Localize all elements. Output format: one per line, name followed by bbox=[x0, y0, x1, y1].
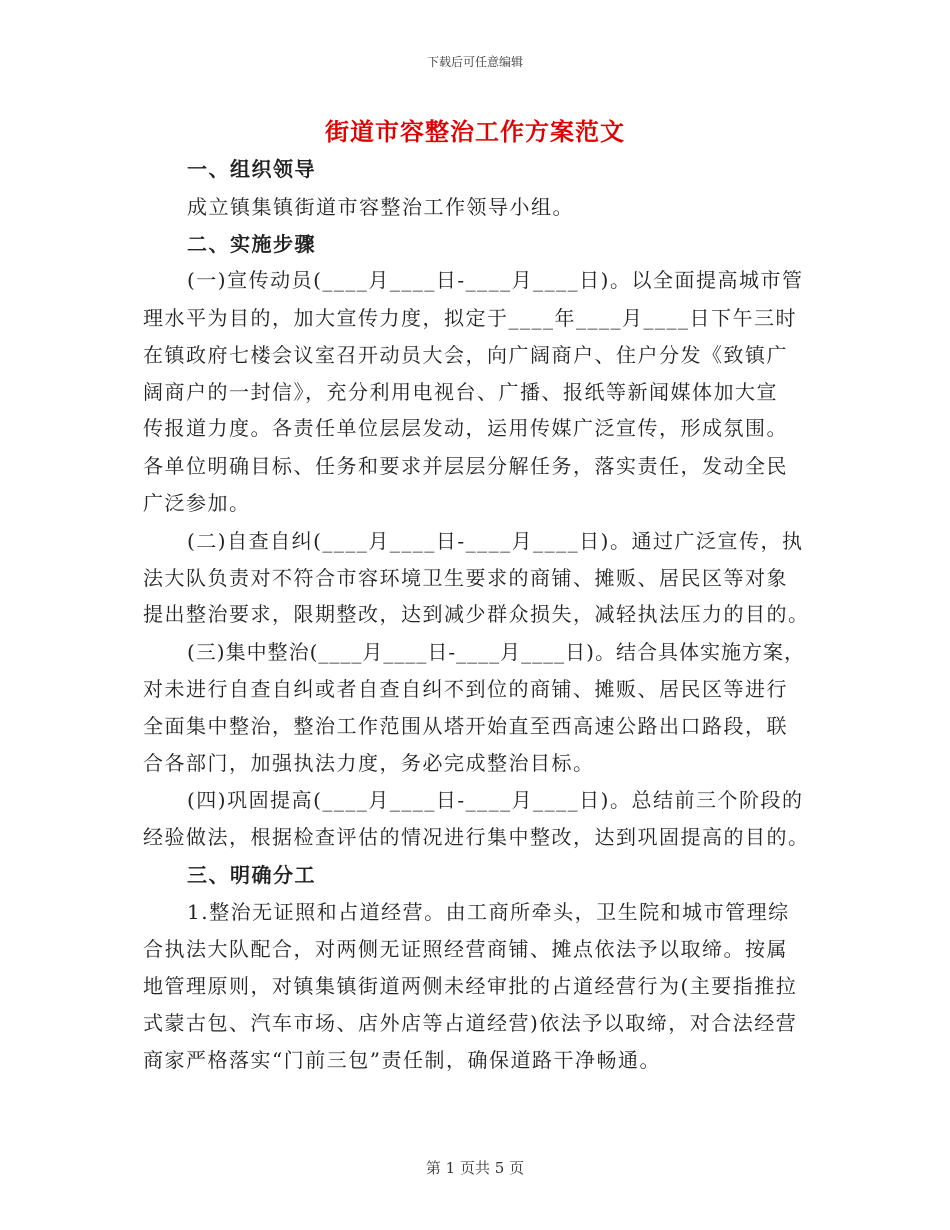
paragraph-line: 对未进行自查自纠或者自查自纠不到位的商铺、摊贩、居民区等进行 bbox=[143, 677, 788, 701]
paragraph-line: 在镇政府七楼会议室召开动员大会，向广阔商户、住户分发《致镇广 bbox=[143, 343, 788, 367]
paragraph-line: 式蒙古包、汽车市场、店外店等占道经营)依法予以取缔，对合法经营 bbox=[143, 1011, 798, 1035]
paragraph-line: 阔商户的一封信》，充分利用电视台、广播、报纸等新闻媒体加大宣 bbox=[143, 380, 778, 404]
paragraph-line: (二)自查自纠(____月____日-____月____日)。通过广泛宣传，执 bbox=[187, 529, 804, 553]
section-heading-2: 二、实施步骤 bbox=[187, 232, 316, 256]
paragraph-line: 合执法大队配合，对两侧无证照经营商铺、摊点依法予以取缔。按属 bbox=[143, 937, 788, 961]
paragraph-line: 理水平为目的，加大宣传力度，拟定于____年____月____日下午三时 bbox=[143, 306, 797, 330]
paragraph-line: 法大队负责对不符合市容环境卫生要求的商铺、摊贩、居民区等对象 bbox=[143, 566, 788, 590]
paragraph-line: 全面集中整治，整治工作范围从塔开始直至西高速公路出口路段，联 bbox=[143, 714, 788, 738]
paragraph-line: (三)集中整治(____月____日-____月____日)。结合具体实施方案， bbox=[187, 640, 805, 664]
document-title: 街道市容整治工作方案范文 bbox=[325, 117, 625, 146]
paragraph-line: 提出整治要求，限期整改，达到减少群众损失，减轻执法压力的目的。 bbox=[143, 602, 810, 626]
paragraph-line: 成立镇集镇街道市容整治工作领导小组。 bbox=[187, 195, 574, 219]
paragraph-line: 经验做法，根据检查评估的情况进行集中整改，达到巩固提高的目的。 bbox=[143, 825, 810, 849]
section-heading-3: 三、明确分工 bbox=[187, 863, 316, 887]
paragraph-line: 合各部门，加强执法力度，务必完成整治目标。 bbox=[143, 751, 595, 775]
paragraph-line: 商家严格落实“门前三包”责任制，确保道路干净畅通。 bbox=[143, 1048, 661, 1072]
paragraph-line: 地管理原则，对镇集镇街道两侧未经审批的占道经营行为(主要指推拉 bbox=[143, 974, 798, 998]
paragraph-line: (一)宣传动员(____月____日-____月____日)。以全面提高城市管 bbox=[187, 268, 804, 292]
page-header: 下载后可任意编辑 bbox=[426, 55, 523, 69]
paragraph-line: 1.整治无证照和占道经营。由工商所牵头，卫生院和城市管理综 bbox=[187, 900, 790, 924]
section-heading-1: 一、组织领导 bbox=[187, 157, 316, 181]
page-number: 第 1 页共 5 页 bbox=[425, 1159, 525, 1177]
paragraph-line: 各单位明确目标、任务和要求并层层分解任务，落实责任，发动全民 bbox=[143, 454, 788, 478]
paragraph-line: (四)巩固提高(____月____日-____月____日)。总结前三个阶段的 bbox=[187, 788, 804, 812]
paragraph-line: 广泛参加。 bbox=[143, 491, 251, 515]
paragraph-line: 传报道力度。各责任单位层层发动，运用传媒广泛宣传，形成氛围。 bbox=[143, 416, 788, 440]
